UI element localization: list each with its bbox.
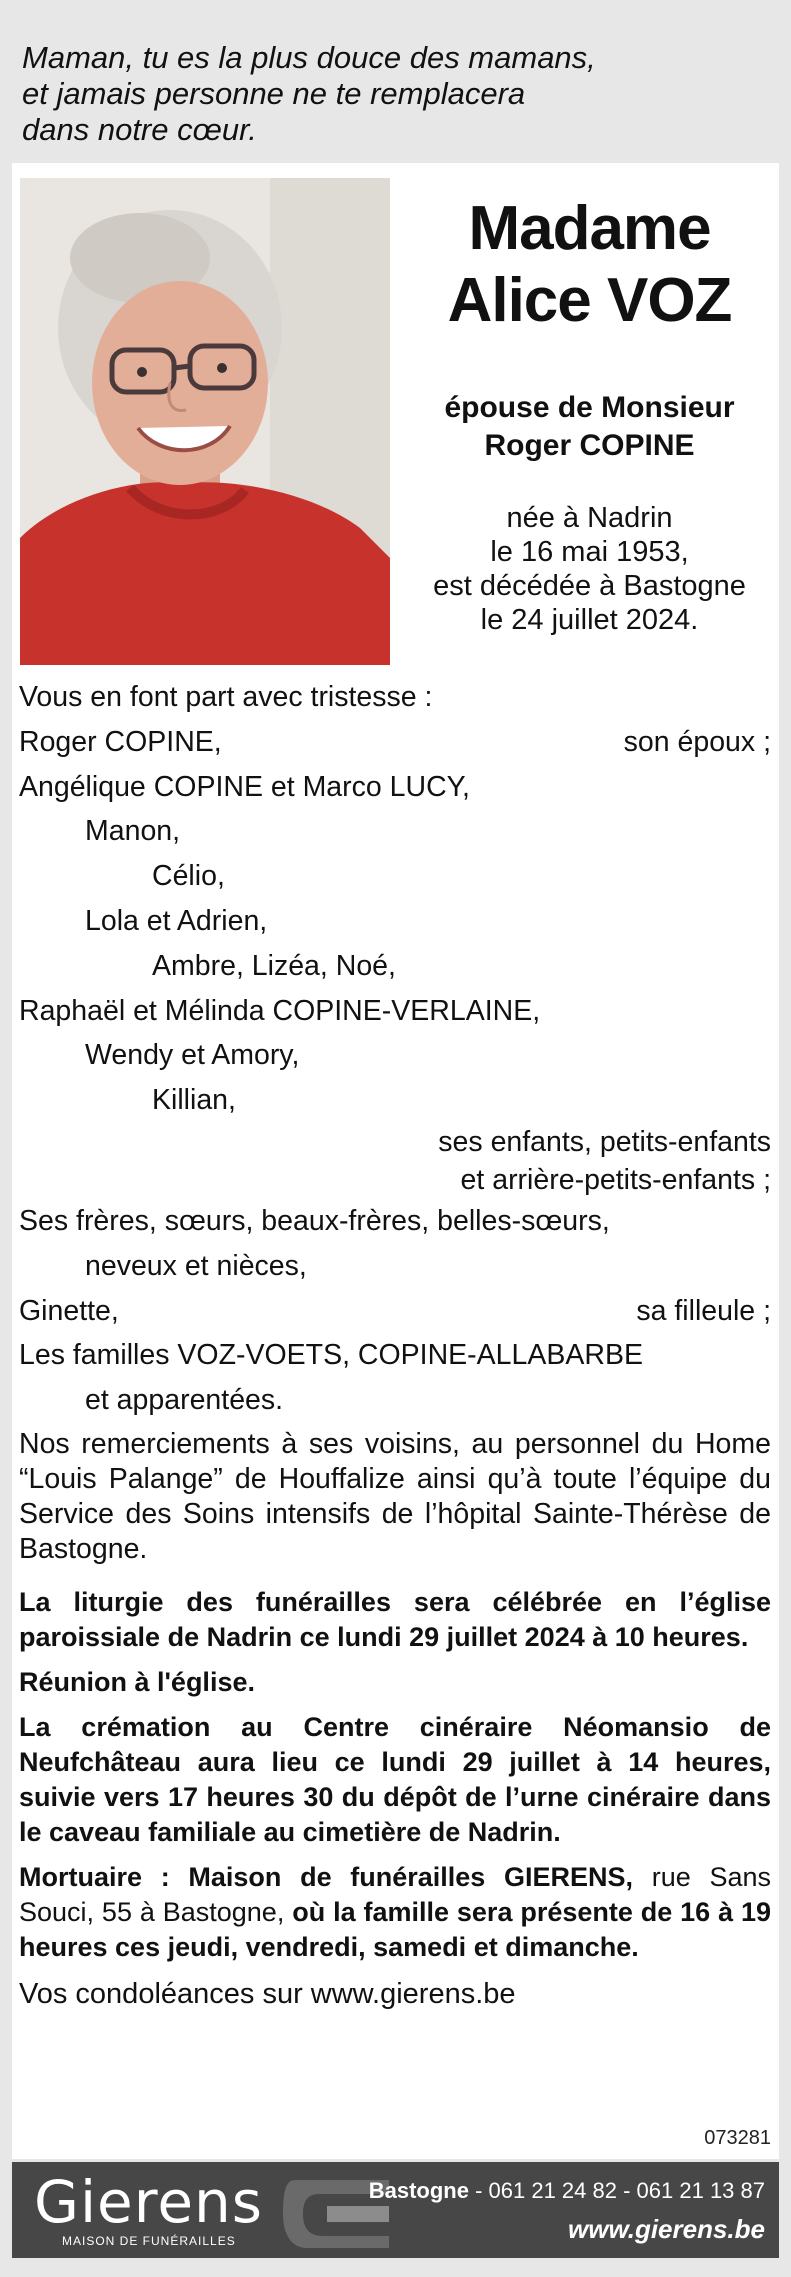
family-line: Manon, [85, 815, 181, 848]
spouse-info: épouse de Monsieur Roger COPINE [444, 391, 735, 462]
family-role: ses enfants, petits-enfants [438, 1125, 771, 1158]
thanks-paragraph: Nos remerciements à ses voisins, au personnel du Home “Louis Palange” de Houffalize ainsi qu’à toute l’équipe du Service des Soins intensifs de l’hôpital Sainte-Thérèse de Bastogne. [19, 1427, 771, 1565]
cremation-paragraph: La crémation au Centre cinéraire Néomansio de Neufchâteau aura lieu ce lundi 29 juillet à 14 heures, suivie vers 17 heures 30 du dépôt de l’urne cinéraire dans le caveau familiale au cimetière de Nadrin. [19, 1711, 771, 1847]
website-link[interactable]: www.gierens.be [568, 2214, 765, 2244]
announcement-body [19, 675, 771, 2012]
portrait-illustration [20, 178, 390, 665]
family-line: Killian, [152, 1084, 236, 1117]
obituary-card [12, 163, 779, 2159]
family-line: Angélique COPINE et Marco LUCY, [19, 770, 470, 803]
family-line: Célio, [152, 860, 225, 893]
family-line: Ginette, sa filleule ; [19, 1294, 771, 1327]
family-line: et apparentées. [85, 1384, 284, 1417]
family-line: neveux et nièces, [85, 1249, 307, 1282]
birth-death-info: née à Nadrin le 16 mai 1953, est décédée à Bastogne le 24 juillet 2024. [433, 502, 746, 636]
funeral-home-banner [12, 2162, 779, 2258]
reference-number: 073281 [704, 2127, 771, 2149]
mortuary-paragraph: Mortuaire : Maison de funérailles GIERENS, rue Sans Souci, 55 à Bastogne, où la famille sera présente de 16 à 19 heures ces jeudi, vendredi, samedi et dimanche. [19, 1861, 772, 1962]
family-line: Raphaël et Mélinda COPINE-VERLAINE, [19, 994, 541, 1027]
logo-tagline: MAISON DE FUNÉRAILLES [62, 2234, 236, 2248]
family-line: Roger COPINE, son époux ; [19, 725, 771, 758]
family-role: et arrière-petits-enfants ; [460, 1163, 771, 1196]
family-intro: Vous en font part avec tristesse : [19, 681, 433, 713]
family-line: Ses frères, sœurs, beaux-frères, belles-sœurs, [19, 1204, 610, 1237]
liturgy-paragraph: La liturgie des funérailles sera célébrée en l’église paroissiale de Nadrin ce lundi 29 juillet 2024 à 10 heures. [19, 1586, 771, 1652]
condolences-line: Vos condoléances sur www.gierens.be [19, 1977, 516, 2010]
gierens-logo: Gierens [34, 2168, 263, 2236]
meeting-paragraph: Réunion à l'église. [19, 1666, 255, 1697]
family-line: Wendy et Amory, [85, 1039, 300, 1072]
family-line: Lola et Adrien, [85, 904, 268, 937]
family-line: Les familles VOZ-VOETS, COPINE-ALLABARBE [19, 1339, 644, 1372]
family-line: Ambre, Lizéa, Noé, [152, 949, 396, 982]
contact-line: Bastogne - 061 21 24 82 - 061 21 13 87 [368, 2178, 765, 2203]
deceased-name: Madame Alice VOZ [447, 194, 732, 335]
epigraph-quote: Maman, tu es la plus douce des mamans, et jamais personne ne te remplacera dans notre cœur. [22, 40, 596, 147]
portrait-photo [20, 178, 390, 665]
